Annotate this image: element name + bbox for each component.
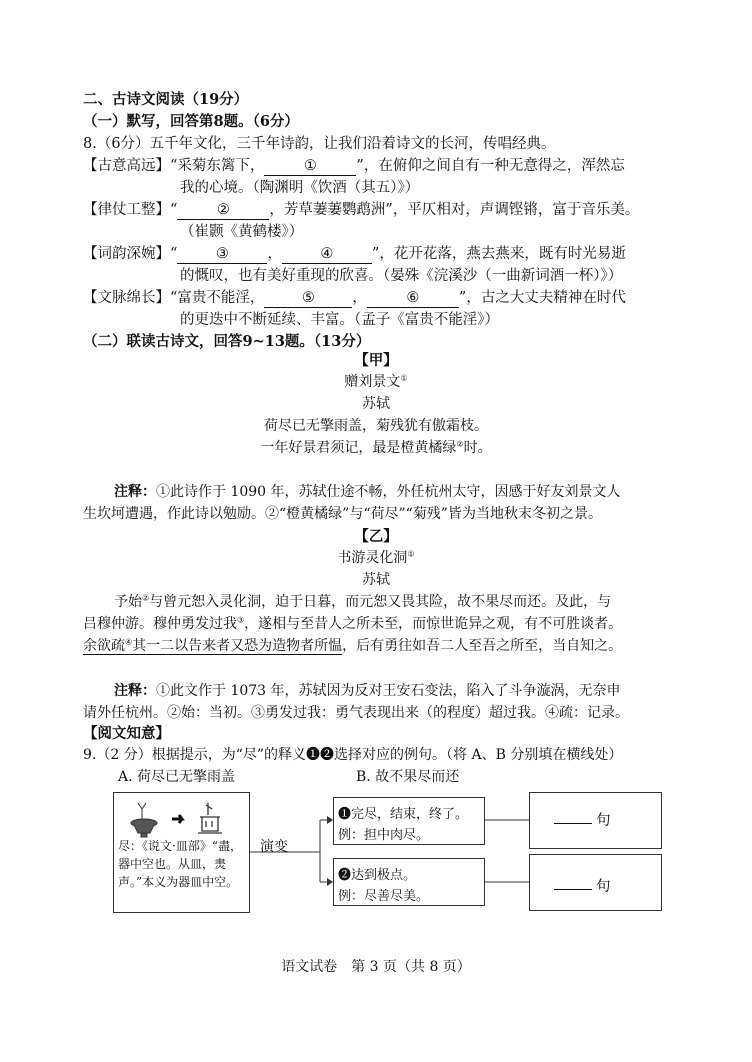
meaning-1-box: ❶完尽，结束，终了。 例：担中肉尽。 <box>333 797 485 845</box>
row2-line2: （崔颢《黄鹤楼》） <box>180 224 304 240</box>
blank-3[interactable]: ③ <box>177 247 267 264</box>
jia-author: 苏轼 <box>362 396 390 412</box>
origin-text: 尽：《说文·皿部》“盡，器中空也。从皿，㶳声。”本义为器皿中空。 <box>118 839 242 889</box>
blank-6[interactable]: ⑥ <box>367 291 459 308</box>
answer-box-1[interactable]: 句 <box>529 792 662 849</box>
row1-line2: 我的心境。（陶渊明《饮酒（其五）》） <box>180 180 420 196</box>
answer-2-blank[interactable] <box>554 889 592 890</box>
answer-1-blank[interactable] <box>554 823 592 824</box>
part2-title: （二）联读古诗文，回答9~13题。（13分） <box>83 333 371 350</box>
evolve-label: 演变 <box>260 839 288 855</box>
row1-line1: 【古意高远】“采菊东篱下， ① ”，在俯仰之间自有一种无意得之，浑然忘 <box>83 158 625 174</box>
yi-para-2: 吕穆仲游。穆仲勇发过我③，遂相与至昔人之所未至，而惊世诡异之观，有不可胜谈者。 <box>83 615 623 632</box>
blank-4[interactable]: ④ <box>282 247 372 264</box>
jia-line2: 一年好景君须记，最是橙黄橘绿②时。 <box>260 439 492 456</box>
answer-box-2[interactable]: 句 <box>529 854 662 911</box>
blank-2[interactable]: ② <box>177 203 269 220</box>
row3-line2: 的慨叹，也有美好重现的欣喜。（晏殊《浣溪沙（一曲新词酒一杯）》） <box>180 268 623 284</box>
q9-stem: 9.（2 分）根据提示，为“尽”的释义❶❷选择对应的例句。（将 A、B 分别填在横线处） <box>83 747 623 763</box>
row4-line2: 的更迭中不断延续、丰富。（孟子《富贵不能淫》） <box>180 312 499 328</box>
row2-line1: 【律仗工整】“ ② ，芳草萋萋鹦鹉洲”，平仄相对，声调铿锵，富于音乐美。 <box>83 202 640 218</box>
jia-notes-2: 生坎坷遭遇，作此诗以勉励。②“橙黄橘绿”与“荷尽”“菊残”皆为当地秋末冬初之景。 <box>83 506 602 522</box>
row3-line1: 【词韵深婉】“ ③ ， ④ ”，花开花落，燕去燕来，既有时光易逝 <box>83 246 626 262</box>
jia-line1: 荷尽已无擎雨盖，菊残犹有傲霜枝。 <box>264 418 488 434</box>
yi-notes-1: 注释：①此文作于 1073 年，苏轼因为反对王安石变法，陷入了斗争漩涡，无奈申 <box>114 683 621 699</box>
yuewen-heading: 【阅文知意】 <box>83 725 170 742</box>
page-footer: 语文试卷 第 3 页（共 8 页） <box>281 959 471 975</box>
yi-label: 【乙】 <box>354 528 398 545</box>
jia-notes-1: 注释：①此诗作于 1090 年，苏轼仕途不畅，外任杭州太守，因感于好友刘景文人 <box>114 484 621 500</box>
yi-author: 苏轼 <box>362 572 390 588</box>
meaning-2-box: ❷达到极点。 例：尽善尽美。 <box>333 858 485 906</box>
row4-line1: 【文脉绵长】“富贵不能淫， ⑤ ， ⑥ ”，古之大丈夫精神在时代 <box>83 290 626 306</box>
q8-stem: 8.（6分）五千年文化，三千年诗韵，让我们沿着诗文的长河，传唱经典。 <box>83 136 556 152</box>
row1-tag: 【古意高远】 <box>83 158 170 174</box>
blank-1[interactable]: ① <box>264 159 356 176</box>
jia-title: 赠刘景文① <box>344 373 408 390</box>
row3-tag: 【词韵深婉】 <box>83 246 170 262</box>
part1-title: （一）默写，回答第8题。（6分） <box>83 113 299 130</box>
section-title: 二、古诗文阅读（19分） <box>83 91 249 108</box>
blank-5[interactable]: ⑤ <box>264 291 352 308</box>
option-b: B. 故不果尽而还 <box>356 769 460 785</box>
yi-notes-2: 请外任杭州。②始：当初。③勇发过我：勇气表现出来（的程度）超过我。④疏：记录。 <box>83 705 629 721</box>
jia-title-note: ① <box>400 373 408 383</box>
row2-tag: 【律仗工整】 <box>83 202 170 218</box>
jia-label: 【甲】 <box>354 352 398 369</box>
option-a: A. 荷尽已无擎雨盖 <box>118 769 236 785</box>
yi-para-3: 余欲疏④其一二以告来者又恐为造物者所愠，后有勇往如吾二人至吾之所至，当自知之。 <box>83 637 623 654</box>
yi-para-1: 予始②与曾元恕入灵化洞，迫于日暮，而元恕又畏其险，故不果尽而还。及此，与 <box>114 593 612 610</box>
row4-tag: 【文脉绵长】 <box>83 290 170 306</box>
underlined-sentence: 余欲疏④其一二以告来者又恐为造物者所愠 <box>83 637 343 654</box>
yi-title: 书游灵化洞① <box>337 549 415 566</box>
